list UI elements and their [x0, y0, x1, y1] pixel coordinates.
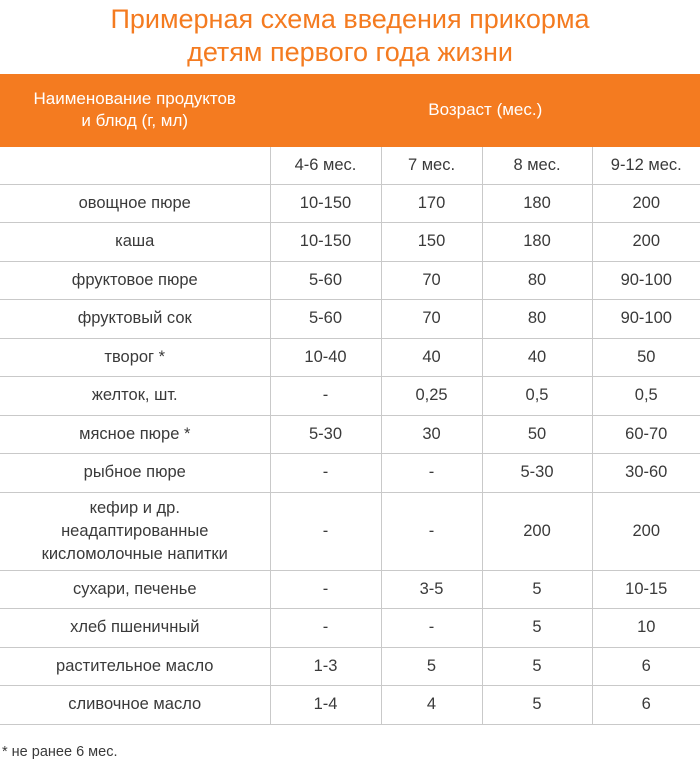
- value-cell: -: [381, 454, 482, 493]
- table-row: [0, 647, 700, 686]
- age-row-empty: [0, 146, 270, 184]
- title-line-2: детям первого года жизни: [187, 37, 513, 67]
- value-cell: 4: [381, 686, 482, 725]
- value-cell: 50: [482, 415, 592, 454]
- header-product-line-1: Наименование продуктов: [33, 88, 236, 108]
- value-cell: 50: [592, 338, 700, 377]
- age-col-0: 4-6 мес.: [270, 146, 381, 184]
- value-cell: -: [270, 570, 381, 609]
- product-name-cell: рыбное пюре: [0, 454, 270, 493]
- age-col-2: 8 мес.: [482, 146, 592, 184]
- value-cell: 5: [381, 647, 482, 686]
- value-cell: -: [381, 609, 482, 648]
- header-age: Возраст (мес.): [270, 74, 700, 146]
- value-cell: 40: [482, 338, 592, 377]
- product-name-line: кефир и др.: [89, 498, 180, 517]
- value-cell: 5: [482, 647, 592, 686]
- product-name-cell: желток, шт.: [0, 377, 270, 416]
- value-cell: 90-100: [592, 261, 700, 300]
- product-name-cell: творог *: [0, 338, 270, 377]
- value-cell: 10: [592, 609, 700, 648]
- value-cell: 5: [482, 609, 592, 648]
- value-cell: -: [381, 492, 482, 570]
- value-cell: 1-3: [270, 647, 381, 686]
- table-row: [0, 570, 700, 609]
- value-cell: 200: [592, 184, 700, 223]
- value-cell: 5-60: [270, 261, 381, 300]
- value-cell: -: [270, 454, 381, 493]
- value-cell: 180: [482, 184, 592, 223]
- header-product: [0, 74, 270, 146]
- value-cell: -: [270, 492, 381, 570]
- value-cell: 5-30: [482, 454, 592, 493]
- table-body: [0, 184, 700, 724]
- table-row: [0, 492, 700, 570]
- value-cell: 0,5: [592, 377, 700, 416]
- product-name-cell: фруктовый сок: [0, 300, 270, 339]
- footnote: * не ранее 6 мес.: [2, 744, 118, 760]
- value-cell: 70: [381, 300, 482, 339]
- product-name-cell: фруктовое пюре: [0, 261, 270, 300]
- feeding-schedule-table: [0, 74, 700, 725]
- product-name-cell: сухари, печенье: [0, 570, 270, 609]
- value-cell: 150: [381, 223, 482, 262]
- value-cell: 5: [482, 570, 592, 609]
- value-cell: 1-4: [270, 686, 381, 725]
- value-cell: 5: [482, 686, 592, 725]
- table-row: [0, 686, 700, 725]
- age-row: [0, 146, 700, 184]
- value-cell: 70: [381, 261, 482, 300]
- table-row: [0, 261, 700, 300]
- value-cell: 200: [482, 492, 592, 570]
- page-title: [0, 0, 700, 74]
- value-cell: 80: [482, 261, 592, 300]
- table-row: [0, 223, 700, 262]
- table-header-row: [0, 74, 700, 146]
- product-name-cell: каша: [0, 223, 270, 262]
- age-col-1: 7 мес.: [381, 146, 482, 184]
- product-name-line: неадаптированные: [61, 521, 209, 540]
- product-name-cell: овощное пюре: [0, 184, 270, 223]
- value-cell: 5-30: [270, 415, 381, 454]
- table-row: [0, 609, 700, 648]
- value-cell: -: [270, 609, 381, 648]
- value-cell: 30: [381, 415, 482, 454]
- table-row: [0, 377, 700, 416]
- value-cell: 10-40: [270, 338, 381, 377]
- value-cell: 6: [592, 647, 700, 686]
- value-cell: 30-60: [592, 454, 700, 493]
- table-row: [0, 338, 700, 377]
- table-row: [0, 300, 700, 339]
- product-name-cell: растительное масло: [0, 647, 270, 686]
- value-cell: -: [270, 377, 381, 416]
- product-name-cell: сливочное масло: [0, 686, 270, 725]
- title-line-1: Примерная схема введения прикорма: [110, 4, 590, 34]
- header-product-line-2: и блюд (г, мл): [81, 110, 189, 130]
- value-cell: 6: [592, 686, 700, 725]
- value-cell: 60-70: [592, 415, 700, 454]
- value-cell: 200: [592, 492, 700, 570]
- product-name-cell: хлеб пшеничный: [0, 609, 270, 648]
- value-cell: 10-150: [270, 184, 381, 223]
- value-cell: 0,25: [381, 377, 482, 416]
- value-cell: 200: [592, 223, 700, 262]
- table-row: [0, 415, 700, 454]
- value-cell: 90-100: [592, 300, 700, 339]
- age-col-3: 9-12 мес.: [592, 146, 700, 184]
- value-cell: 0,5: [482, 377, 592, 416]
- product-name-cell: [0, 492, 270, 570]
- table-row: [0, 184, 700, 223]
- value-cell: 170: [381, 184, 482, 223]
- value-cell: 10-150: [270, 223, 381, 262]
- value-cell: 80: [482, 300, 592, 339]
- value-cell: 10-15: [592, 570, 700, 609]
- product-name-line: кисломолочные напитки: [41, 544, 228, 563]
- value-cell: 40: [381, 338, 482, 377]
- product-name-cell: мясное пюре *: [0, 415, 270, 454]
- table-row: [0, 454, 700, 493]
- value-cell: 180: [482, 223, 592, 262]
- value-cell: 5-60: [270, 300, 381, 339]
- value-cell: 3-5: [381, 570, 482, 609]
